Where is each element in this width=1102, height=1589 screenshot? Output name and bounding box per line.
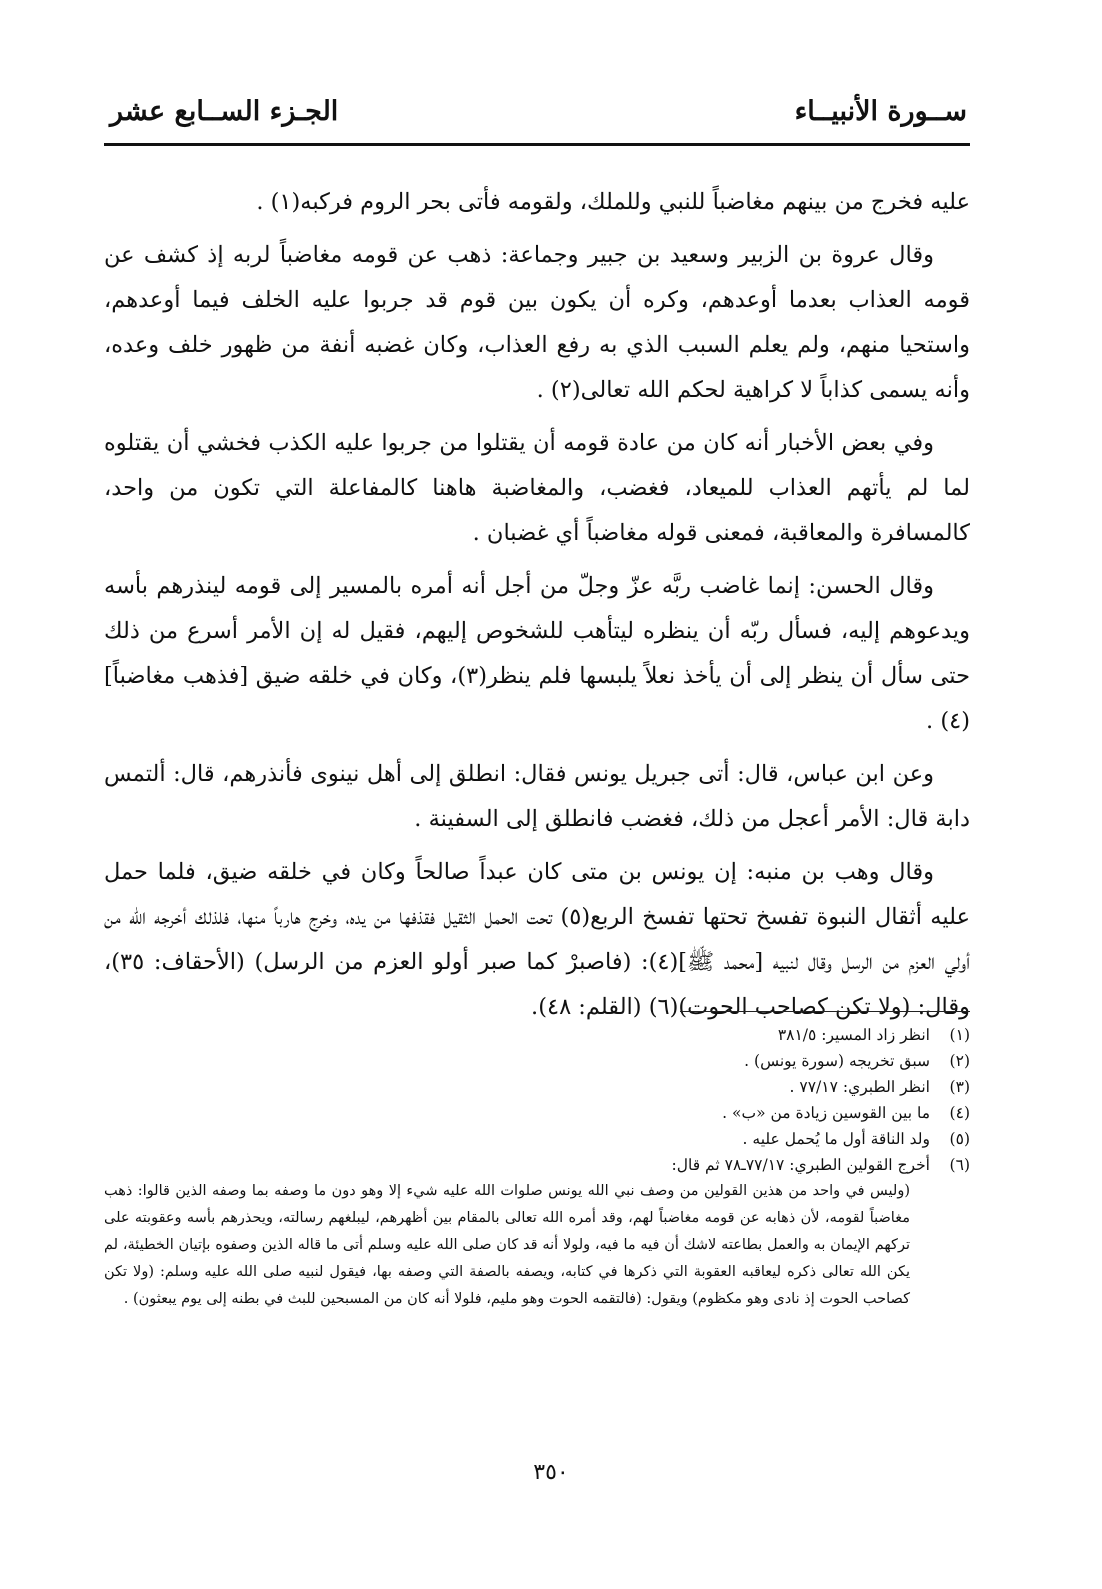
footnote	[104, 1100, 970, 1126]
paragraph: وعن ابن عباس، قال: أتى جبريل يونس فقال: انطلق إلى أهل نينوى فأنذرهم، قال: ألتمس دابة قال: الأمر أعجل من ذلك، فغضب فانطلق إلى السفينة .	[104, 761, 970, 832]
footnote	[104, 1126, 970, 1152]
page-number: ٣٥٠	[533, 1460, 569, 1485]
footnote-text: أخرج القولين الطبري: ٧٧/١٧ـ٧٨ ثم قال:	[671, 1156, 930, 1174]
footnote-number: (٤)	[949, 1104, 970, 1122]
footnote-number: (٣)	[949, 1078, 970, 1096]
surah-title: ســورة الأنبيــاء	[794, 96, 967, 127]
footnote-number: (٥)	[949, 1130, 970, 1148]
footnote-text: انظر الطبري: ٧٧/١٧ .	[789, 1078, 930, 1096]
footnote-text: ولد الناقة أول ما يُحمل عليه .	[742, 1130, 930, 1148]
footnote-number: (٢)	[949, 1052, 970, 1070]
footnote	[104, 1074, 970, 1100]
footnote-text: انظر زاد المسير: ٣٨١/٥	[777, 1026, 930, 1044]
main-text	[104, 180, 970, 1038]
footnote-number: (٦)	[949, 1156, 970, 1174]
paragraph: وقال وهب بن منبه: إن يونس بن متى كان عبداً صالحاً وكان في خلقه ضيق، فلما حمل عليه أثقال النبوة تفسخ تحتها تفسخ الربع(٥) تحت الحمل الثقيل فقذفها من يده، وخرج هارباً منها، فلذلك أخرجه الله من أولي العزم من الرسل وقال لنبيه [محمد ﷺ](٤): (فاصبرْ كما صبر أولو العزم من الرسل) (الأحقاف: ٣٥)، وقال: (ولا تكن كصاحب الحوت)(٦) (القلم: ٤٨).	[104, 859, 971, 1020]
footnote-number: (١)	[949, 1026, 970, 1044]
running-header	[110, 92, 967, 140]
paragraph: عليه فخرج من بينهم مغاضباً للنبي وللملك، ولقومه فأتى بحر الروم فركبه(١) .	[256, 189, 970, 215]
paragraph: وفي بعض الأخبار أنه كان من عادة قومه أن يقتلوا من جربوا عليه الكذب فخشي أن يقتلوه لما لم يأتهم العذاب للميعاد، فغضب، والمغاضبة هاهنا كالمفاعلة التي تكون من واحد، كالمسافرة والمعاقبة، فمعنى قوله مغاضباً أي غضبان .	[104, 430, 970, 546]
footnote	[104, 1048, 970, 1074]
footnote	[104, 1022, 970, 1048]
paragraph: وقال الحسن: إنما غاضب ربَّه عزّ وجلّ من أجل أنه أمره بالمسير إلى قومه لينذرهم بأسه ويدعوهم إليه، فسأل ربّه أن ينظره ليتأهب للشخوص إليهم، فقيل له إن الأمر أسرع من ذلك حتى سأل أن ينظر إلى أن يأخذ نعلاً يلبسها فلم ينظر(٣)، وكان في خلقه ضيق [فذهب مغاضباً](٤) .	[104, 573, 970, 734]
paragraph: وقال عروة بن الزبير وسعيد بن جبير وجماعة: ذهب عن قومه مغاضباً لربه إذ كشف عن قومه العذاب بعدما أوعدهم، وكره أن يكون بين قوم قد جربوا عليه الخلف فيما أوعدهم، واستحيا منهم، ولم يعلم السبب الذي به رفع العذاب، وكان غضبه أنفة من ظهور خلف وعده، وأنه يسمى كذاباً لا كراهية لحكم الله تعالى(٢) .	[104, 242, 970, 403]
juz-title: الجـزء الســابع عشر	[110, 96, 339, 127]
footnotes	[104, 1022, 970, 1313]
footnote	[104, 1152, 970, 1178]
footnote-quote: (وليس في واحد من هذين القولين من وصف نبي الله يونس صلوات الله عليه شيء إلا وهو دون ما وصفه بما وصفه الذين قالوا: ذهب مغاضباً لقومه، لأن ذهابه عن قومه مغاضباً لهم، وقد أمره الله تعالى بالمقام بين أظهرهم، ليبلغهم رسالته، ويحذرهم بأسه وعقوبته على تركهم الإيمان به والعمل بطاعته لاشك أن فيه ما فيه، ولولا أنه قد كان صلى الله عليه وسلم أتى ما قاله الذين وصفوه بإتيان الخطيئة، لم يكن الله تعالى ذكره ليعاقبه العقوبة التي ذكرها في كتابه، ويصفه بالصفة التي وصفه بها، فيقول لنبيه صلى الله عليه وسلم: (ولا تكن كصاحب الحوت إذ نادى وهو مكظوم) ويقول: (فالتقمه الحوت وهو مليم، فلولا أنه كان من المسبحين للبث في بطنه إلى يوم يبعثون) .	[104, 1183, 910, 1307]
footnote-divider	[680, 1011, 970, 1012]
header-divider	[104, 143, 970, 146]
footnote-text: سبق تخريجه (سورة يونس) .	[744, 1052, 930, 1070]
footnote-text: ما بين القوسين زيادة من «ب» .	[722, 1104, 930, 1122]
